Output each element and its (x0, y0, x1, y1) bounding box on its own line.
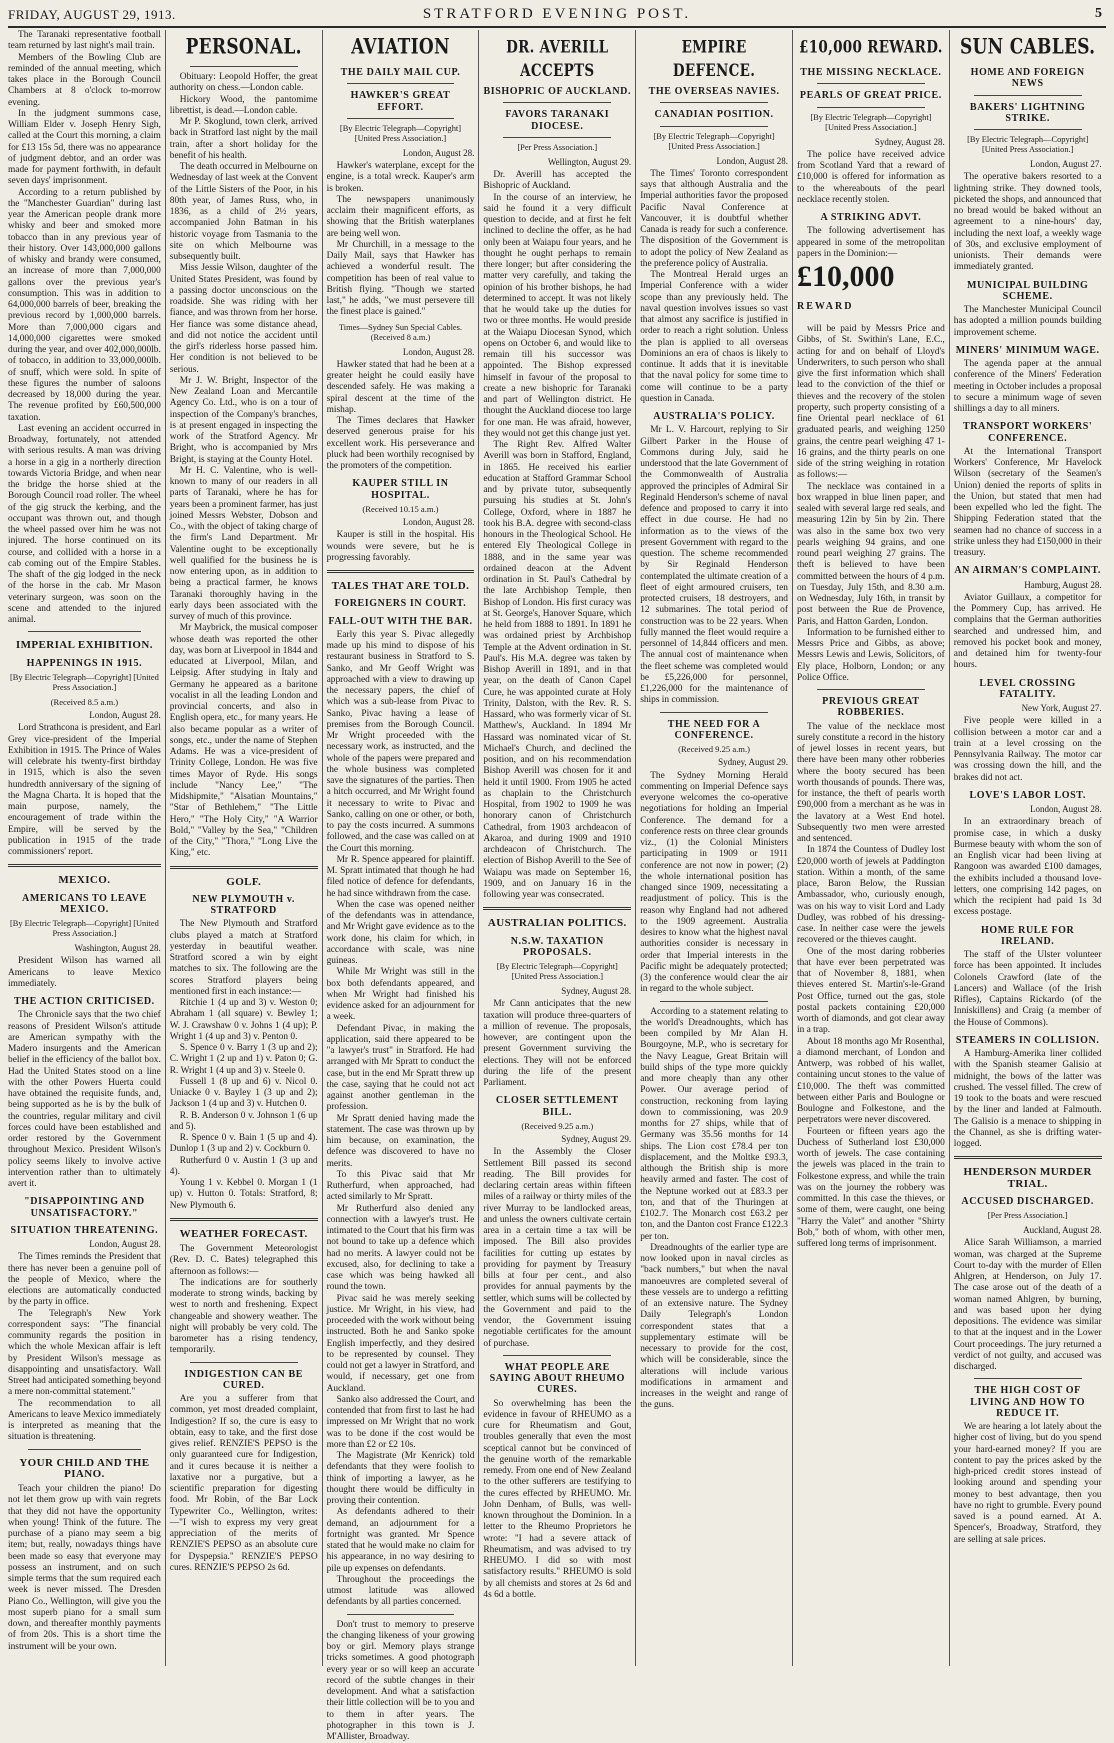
subhead: CANADIAN POSITION. (640, 109, 788, 120)
paragraph: Early this year S. Pivac allegedly made up his mind to dispose of his restaurant business in Stratford to S. Sanko, and Mr Geoff Wright was approached with a view to drawing up the necessary papers, the chief of which was a sub-lease from Pivac to Sanko, Pivac having a lease of premises from the Borough Council. Mr Wright proceeded with the necessary work, as instructed, and the whole of the papers were prepared and the whole business was completed save the signatures of the parties. Then a hitch occurred, and Mr Wright found it necessary to write to Pivac and Sanko, calling on one or other, or both, to pay the costs incurred. A summons followed, and the case was called on at the Court this morning. (327, 630, 475, 855)
dateline: Wellington, August 29. (483, 157, 631, 168)
paragraph: Lord Strathcona is president, and Earl Grey vice-president of the Imperial Exhibition in 1915. The Prince of Wales will celebrate his twenty-first birthday in 1915, which is also the seven hundredth anniversary of the signing of the Magna Charta. It is hoped that the main purpose, namely, the encouragement of trade within the Empire, will be served by the publication in 1915 of the trade commissioners' report. (8, 723, 161, 858)
dateline: London, August 28. (327, 517, 475, 528)
paragraph: Mr Maybrick, the musical composer whose death was reported the other day, was born at Liverpool in 1844 and educated at Liverpool, Milan, and Leipsig. After studying in Italy and Germany he appeared as a baritone vocalist in all the leading London and provincial concerts, and also in English opera, etc., for many years. He also became popular as a writer of songs, etc., under the name of Stephen Adams. He was a vice-president of Trinity College, London. He was five times Mayor of Ryde. His songs include "Nancy Lee," "The Midshipmite," "Alsatian Mountains," "Star of Bethlehem," "The Little Hero," "The Holy City," "A Warrior Bold," "Valley by the Sea," "Children of the City," "Thora," "Long Live the King," etc. (170, 623, 318, 859)
paragraph: Young 1 v. Kebbel 0. Morgan 1 (1 up) v. Hutton 0. Totals: Stratford, 8; New Plymouth 6. (170, 1178, 318, 1212)
headline-tales: TALES THAT ARE TOLD. (327, 581, 475, 592)
divider (170, 1218, 318, 1221)
paragraph: We are hearing a lot lately about the higher cost of living, but do you spend your hard-earned money? If you are content to pay the prices asked by the high-priced credit stores instead of looking around and spending your money to best advantage, then you have no right to grumble. Every pound saved is a pound earned. At A. Spencer's, Broadway, Stratford, they are selling at sale prices. (954, 1422, 1102, 1546)
paragraph: Sanko also addressed the Court, and contended that from first to last he had impressed on Mr Wright that no work was to be done if the cost would be more than £2 or £2 10s. (327, 1395, 475, 1451)
subhead: FAVORS TARANAKI DIOCESE. (483, 109, 631, 132)
dateline: London, August 27. (954, 159, 1102, 170)
paragraph: The Chronicle says that the two chief reasons of President Wilson's attitude are American sympathy with the Madero insurgents and the American belief in the efficiency of the ballot box. Had the United States stood on a line with the other Powers Huerta could have obtained the requisite funds, and, being supported as he is by the bulk of the countries, regular military and civil forces could have been established and order restored by the Government throughout Mexico. President Wilson's policy seems likely to involve active intervention rather than to ultimately avert it. (8, 1010, 161, 1190)
subhead: NEW PLYMOUTH v. STRATFORD (170, 894, 318, 917)
subhead: AUSTRALIA'S POLICY. (640, 411, 788, 422)
paragraph: The police have received advice from Scotland Yard that a reward of £10,000 is offered for information as to the whereabouts of the pearl necklace recently stolen. (797, 150, 945, 206)
paragraph: Mr Churchill, in a message to the Daily Mail, says that Hawker has achieved a wonderful result. The competition has been of real value to British flying. "Though we started last," he adds, "we must persevere till the finest place is gained." (327, 240, 475, 319)
divider (660, 712, 768, 713)
paragraph: In 1874 the Countess of Dudley lost £20,000 worth of jewels at Paddington station. Within a month, of the same place, Baron Below, the Russian Ambassador, who, curiously enough, was on his way to visit Lord and Lady Dudley, was robbed of his dressing-case. In neither case were the jewels recovered or the thieves caught. (797, 845, 945, 946)
headline-golf: GOLF. (170, 877, 318, 888)
paragraph: The Telegraph's New York correspondent says: "The financial community regards the position in which the whole Mexican affair is left by President Wilson's message as disappointing and unsatisfactory. Wall Street had anticipated something beyond a mere non-committal statement." (8, 1309, 161, 1399)
divider (817, 83, 925, 84)
divider (503, 102, 611, 103)
reward-amount: £10,000 (797, 260, 895, 293)
headline-empire-defence: EMPIRE DEFENCE. (640, 36, 788, 91)
credit-line: [By Electric Telegraph—Copyright] [United Press Association.] (954, 135, 1102, 155)
divider (503, 137, 611, 138)
divider (28, 631, 141, 632)
paragraph: The Times' Toronto correspondent says that although Australia and the Imperial authorities favor the proposed Pacific Naval Conference at Vancouver, it is doubtful whether Canada is ready for such a conference. The disposition of the Government is to adopt the policy of New Zealand as the preference policy of Australia. (640, 169, 788, 270)
paragraph: S. Spence 0 v. Barry 1 (3 up and 2); C. Wright 1 (2 up and 1) v. Paton 0; G. R. Wright 1 (4 up and 3) v. Steele 0. (170, 1043, 318, 1077)
divider (660, 126, 768, 127)
paragraph: Dr. Averill has accepted the Bishopric of Auckland. (483, 170, 631, 193)
paragraph: While Mr Wright was still in the box both defendants appeared, and when Mr Wright had finished his evidence asked for an adjournment for a week. (327, 967, 475, 1023)
headline-averill: DR. AVERILL ACCEPTS (483, 36, 631, 91)
paragraph: Mr P. Skoglund, town clerk, arrived back in Stratford last night by the mail train, after a short holiday for the benefit of his health. (170, 117, 318, 162)
paragraph: The New Plymouth and Stratford clubs played a match at Stratford yesterday in beautiful weather. Stratford scored a win by eight matches to six. The following are the scores Stratford players being mentioned first in each instance:— (170, 919, 318, 998)
headline-weather: WEATHER FORECAST. (170, 1229, 318, 1240)
headline-henderson: HENDERSON MURDER TRIAL. (954, 1167, 1102, 1190)
divider (190, 1362, 298, 1363)
credit-line: [By Electric Telegraph—Copyright] [United Press Association.] (483, 962, 631, 982)
headline-reward: £10,000 REWARD. (797, 36, 945, 67)
column-3 (322, 30, 479, 1666)
paragraph: Are you a sufferer from that common, yet most dreaded complaint, Indigestion? If so, the cure is easy to obtain, easy to take, and the first dose gives relief. RENZIE'S PEPSO is the only guaranteed cure for Indigestion, and it cures because it is neither a laxative nor a purgative, but a scientific preparation for digesting food. Mr Robin, of the Bar Lock Typewriter Co., Wellington, writes:—"I wish to express my very great appreciation of the merits of RENZIE'S PEPSO as an absolute cure for Dyspepsia." RENZIE'S PEPSO cures. RENZIE'S PEPSO 2s 6d. (170, 1394, 318, 1574)
paragraph: Mr J. W. Bright, Inspector of the New Zealand Loan and Mercantile Agency Co. Ltd., who is on a tour of inspection of the Company's branches, is at present engaged in inspecting the work of the Stratford Agency. Mr Bright, who is accompanied by Mrs Bright, is staying at the County Hotel. (170, 376, 318, 466)
paragraph: Pivac said he was merely seeking justice. Mr Wright, in his view, had proceeded with the work without being instructed. Both he and Sanko spoke English imperfectly, and they desired to be represented by counsel. They could not get a lawyer in Stratford, and would, if necessary, get one from Auckland. (327, 1294, 475, 1395)
subhead: AMERICANS TO LEAVE MEXICO. (8, 893, 161, 916)
paragraph: Kauper is still in the hospital. His wounds were severe, but he is progressing favorably. (327, 530, 475, 564)
credit-line: [Per Press Association.] (483, 143, 631, 153)
divider (503, 1355, 611, 1356)
divider (974, 1378, 1082, 1379)
subhead: INDIGESTION CAN BE CURED. (170, 1369, 318, 1392)
paragraph: President Wilson has warned all Americans to leave Mexico immediately. (8, 956, 161, 990)
subhead: WHAT PEOPLE ARE SAYING ABOUT RHEUMO CURES. (483, 1362, 631, 1396)
credit-line: [By Electric Telegraph—Copyright] [United Press Association.] (8, 919, 161, 939)
paragraph: The agenda paper at the annual conference of the Miners' Federation meeting in October includes a proposal to secure a minimum wage of seven shillings a day to all miners. (954, 359, 1102, 415)
paragraph: Five people were killed in a collision between a motor car and a train at a level crossing on the Pennsylvania Railway. The motor car was crossing down the hill, and the brakes did not act. (954, 716, 1102, 784)
paragraph: The recommendation to all Americans to leave Mexico immediately is interpreted as meaning that the situation is threatening. (8, 1399, 161, 1444)
masthead (8, 4, 1106, 28)
paragraph: The Taranaki representative football team returned by last night's mail train. (8, 30, 161, 53)
newspaper-title: STRATFORD EVENING POST. (8, 6, 1106, 23)
headline-piano: YOUR CHILD AND THE PIANO. (8, 1458, 161, 1481)
paragraph: As defendants adhered to their demand, an adjournment for a fortnight was granted. Mr Spence stated that he would make no claim for his appearance, in no way desiring to pile up expenses on defendants. (327, 1507, 475, 1575)
headline-aviation: AVIATION (327, 36, 475, 67)
paragraph: Alice Sarah Williamson, a married woman, was charged at the Supreme Court to-day with the murder of Ellen Ahlgren, at Henderson, on July 17. The case arose out of the death of a woman named Ahlgren, by burning, and was based upon her dying depositions. The evidence was similar to that at the inquest and in the Lower Court proceedings. The jury returned a verdict of not guilty, and accused was discharged. (954, 1238, 1102, 1373)
paragraph: will be paid by Messrs Price and Gibbs, of St. Swithin's Lane, E.C., acting for and on behalf of Lloyd's Underwriters, to such person who shall give the first information which shall lead to the conviction of the thief or thieves and the recovery of the stolen property, such property consisting of a fine Oriental pearl necklace of 61 graduated pearls, and weighing 1250 grains, the centre pearl weighing 47 1-16 grains, and the thirty pearls on one side of the string weighing in rotation as follows:— (797, 324, 945, 482)
paragraph: Last evening an accident occurred in Broadway, fortunately, not attended with serious results. A man was driving a horse in a gig in a northerly direction towards Victoria Bridge, and when near the bridge the horse shied at the Borough Council road roller. The wheel of the gig struck the kerbing, and the occupant was thrown out, and though the wheel passed over him he was not injured. The horse continued on its course, and collided with a horse in a cab coming out of the Empire Stables. The shaft of the gig lodged in the neck of the horse in the cab. Mr Mason veterinary surgeon, was soon on the scene and attended to the injured animal. (8, 424, 161, 627)
reward-advertisement-amount (797, 262, 945, 322)
paragraph: One of the most daring robberies that have ever been perpetrated was that of November 8, 1881, when thieves entered St. Martin's-le-Grand Post Office, turned out the gas, stole postal packets containing £20,000 worth of diamonds, and got clear away in a trap. (797, 947, 945, 1037)
subhead: HAPPENINGS IN 1915. (8, 658, 161, 669)
subhead: SITUATION THREATENING. (8, 1225, 161, 1236)
dateline: Sydney, August 28. (483, 986, 631, 997)
dateline: Auckland, August 28. (954, 1225, 1102, 1236)
divider (817, 689, 925, 690)
paragraph: Don't trust to memory to preserve the changing likeness of your growing boy or girl. Memory plays strange tricks sometimes. A good photograph every year or so will keep an accurate record of the subtle changes in their development. And what a satisfaction their little collection will be to you and to them in after years. The photographer in this town is J. M'Allister, Broadway. (327, 1620, 475, 1743)
paragraph: According to a return published by the "Manchester Guardian" during last year the American people drank more whisky and beer and smoked more tobacco than in any previous year of their history. Over 143,000,000 gallons of whisky and brandy were consumed, an increase of more than 7,000,000 gallons over the previous year's consumption. This was in addition to 64,000,000 barrels of beer, breaking the previous record by 1,000,000 barrels. More than 7,000,000 cigars and 14,000,000 cigarettes were smoked during the year, and over 402,000,000lb. of tobacco, in addition to 33,000,000lb. of snuff, which were sold. In spite of these figures the number of saloons decreased by 18,000 during the year. The revenue profited by £60,500,000 taxation. (8, 188, 161, 424)
dateline: London, August 28. (8, 710, 161, 721)
divider (347, 118, 455, 119)
subhead: THE ACTION CRITICISED. (8, 996, 161, 1007)
subhead: PREVIOUS GREAT ROBBERIES. (797, 696, 945, 719)
dateline: Sydney, August 29. (483, 1134, 631, 1145)
subhead: KAUPER STILL IN HOSPITAL. (327, 478, 475, 501)
subhead: LOVE'S LABOR LOST. (954, 790, 1102, 801)
divider (954, 1156, 1102, 1159)
credit-line: [By Electric Telegraph—Copyright] [United Press Association.] (8, 673, 161, 693)
paragraph: Fourteen or fifteen years ago the Duchess of Sutherland lost £30,000 worth of jewels. The case containing the jewels was placed in the train to Folkestone express, and while the train was on the journey the robbery was committed. In this case the thieves, or some of them, were caught, one being "Harry the Valet" and another "Shirty Bob," both of whom, with other men, suffered long terms of imprisonment. (797, 1127, 945, 1251)
paragraph: Hickory Wood, the pantomime librettist, is dead.—London cable. (170, 95, 318, 118)
received-time: (Received 9.25 a.m.) (640, 744, 788, 755)
subhead: THE HIGH COST OF LIVING AND HOW TO REDUCE IT. (954, 1385, 1102, 1419)
divider (483, 907, 631, 910)
subhead: STEAMERS IN COLLISION. (954, 1035, 1102, 1046)
paragraph: The death occurred in Melbourne on Wednesday of last week at the Convent of the Little Sisters of the Poor, in his 80th year, of James Russ, who, in 1836, as a child of 2½ years, accompanied John Batman in his historic voyage from Tasmania to the site on which Melbourne was subsequently built. (170, 162, 318, 263)
subhead: FOREIGNERS IN COURT. (327, 598, 475, 609)
subhead: N.S.W. TAXATION PROPOSALS. (483, 936, 631, 959)
subhead: THE MISSING NECKLACE. (797, 67, 945, 78)
paragraph: Mr R. Spence appeared for plaintiff. M. Spratt intimated that though he had filed notice of defence for defendants, he had since withdrawn from the case. (327, 855, 475, 900)
credit-line: [By Electric Telegraph—Copyright] [United Press Association.] (327, 124, 475, 144)
paragraph: The Magistrate (Mr Kenrick) told defendants that they were foolish to think of importing a lawyer, as he thought there would be difficulty in proving their contention. (327, 1451, 475, 1507)
subhead: HAWKER'S GREAT EFFORT. (327, 90, 475, 113)
divider (974, 95, 1082, 96)
paragraph: At the International Transport Workers' Conference, Mr Havelock Wilson (secretary of the Seamen's Union) denied the reports of splits in the Union, but stated that men had been expelled who led the fight. The Shipping Federation stated that the seamen had no chance of success in a strike unless they had £150,000 in their treasury. (954, 447, 1102, 560)
dateline: London, August 28. (8, 1239, 161, 1250)
headline-mexico: MEXICO. (8, 875, 161, 886)
subhead: TRANSPORT WORKERS' CONFERENCE. (954, 421, 1102, 444)
paragraph: A Hamburg-Amerika liner collided with the Spanish steamer Galisio at midnight, the bows of the latter was crushed. The vessel filled. The crew of 19 took to the boats and were rescued by the liner and landed at Falmouth. The Galisio is a menace to shipping in the Channel, as she is drifting water-logged. (954, 1049, 1102, 1150)
paragraph: Hawker's waterplane, except for the engine, is a total wreck. Kauper's arm is broken. (327, 161, 475, 195)
paragraph: Throughout the proceedings the utmost latitude was allowed defendants by all parties concerned. (327, 1575, 475, 1609)
paragraph: Dreadnoughts of the earlier type are now looked upon in naval circles as "back numbers," but when the naval manoeuvres are completed several of these vessels are to undergo a refitting of an extensive nature. The Sydney Daily Telegraph's London correspondent states that a supplementary estimate will be necessary to provide for the cost, which will be considerable, since the alterations will include various modifications in armament and increases in the weight and range of the guns. (640, 1243, 788, 1412)
column-1 (8, 30, 165, 1666)
paragraph: To this Pivac said that Mr Rutherfurd, when approached, had acted similarly to Mr Spratt. (327, 1170, 475, 1204)
paragraph: The Sydney Morning Herald commenting on Imperial Defence says everyone welcomes the co-operative negotiations for holding an Imperial Conference. The demand for a conference rests on three clear grounds viz., (1) the Colonial Ministers participating in 1909 or 1911 conference are not now in power; (2) the whole international position has changed since 1909, necessitating a readjustment of policy. This is the reason why England had not adhered to the 1909 agreement. Australia desires to know what the highest naval authorities consider is necessary in order that Imperial interests in the Pacific might be adequately protected; (3) the conference would clear the air in regard to the whole subject. (640, 771, 788, 996)
paragraph: Rutherfurd 0 v. Austin 1 (3 up and 4). (170, 1156, 318, 1179)
column-6 (792, 30, 949, 1666)
subhead: THE NEED FOR A CONFERENCE. (640, 719, 788, 742)
paragraph: Aviator Guillaux, a competitor for the Pommery Cup, has arrived. He complains that the German authorities searched and undressed him, and removed his pocket book and money, and detained him for twenty-four hours. (954, 593, 1102, 672)
paragraph: The operative bakers resorted to a lightning strike. They downed tools, picketed the shops, and announced that no bread would be baked without an agreement to a nine-hours' day, including the next loaf, a weekly wage of 30s, and exclusive employment of unionists. Their demands were immediately granted. (954, 172, 1102, 273)
credit-line: [By Electric Telegraph—Copyright] [United Press Association.] (640, 132, 788, 152)
paragraph: The Government Meteorologist (Rev. D. C. Bates) telegraphed this afternoon as follows:— (170, 1244, 318, 1278)
credit-line: [Per Press Association.] (954, 1211, 1102, 1221)
paragraph: Mr L. V. Harcourt, replying to Sir Gilbert Parker in the House of Commons during July, said he understood that the late Government of the Commonwealth of Australia approved the principles of Admiral Sir Reginald Henderson's scheme of naval defence and proposed to carry it into effect in due course. He had no information as to the views of the present Government with regard to the question. The scheme recommended by Sir Reginald Henderson contemplated the ultimate creation of a fleet of eight armoured cruisers, ten protected cruisers, 18 destroyers, and 12 submarines. The total period of construction was to be 22 years. When fully manned the fleet would require a personnel of 14,844 officers and men. The annual cost of maintenance when the fleet scheme was completed would be £5,226,000 for personnel, £1,226,000 for the maintenance of ships in commission. (640, 425, 788, 706)
divider (8, 864, 161, 867)
paragraph: Mr Cann anticipates that the new taxation will produce three-quarters of a million of revenue. The proposals, however, are contingent upon the present Government surviving the elections. They will not be enforced during the life of the present Parliament. (483, 999, 631, 1089)
paragraph: The Montreal Herald urges an Imperial Conference with a wider scope than any previously held. The naval question involves issues so vast that almost any sacrifice is justified in order to reach a right solution. Unless the plan is applied to all overseas Dominions an era of chaos is likely to continue. It adds that it is inevitable that the naval policy for some time to come will continue to be a party question in Canada. (640, 270, 788, 405)
headline-sun-cables: SUN CABLES. (954, 36, 1102, 67)
paragraph: R. B. Anderson 0 v. Johnson 1 (6 up and 5). (170, 1111, 318, 1134)
subhead: MUNICIPAL BUILDING SCHEME. (954, 280, 1102, 303)
received-time: (Received 10.15 a.m.) (327, 504, 475, 515)
dateline: London, August 28. (954, 804, 1102, 815)
paragraph: The Right Rev. Alfred Walter Averill was born in Stafford, England, in 1865. He received his earlier education at Stafford Grammar School and by private tutor, subsequently pursuing his studies at St. John's College, Oxford, where in 1887 he took his B.A. degree with second-class honours in the Theological School. He entered Ely Theological College in 1888, and in the same year was ordained deacon at the Advent ordination in St. Paul's Cathedral by the late Archbishop Temple, then Bishop of London. His first curacy was at St. George's, Hanover Square, which he held from 1888 to 1891. In 1891 he was ordained priest by Archbishop Temple at the Advent ordination in St. Paul's. His M.A. degree was taken by Bishop Averill in 1891, and in that year, on the death of Canon Capel Cure, he was appointed curate at Holy Trinity, Dalston, with the Rev. R. S. Hassard, who was formerly vicar of St. Matthew's, Auckland. In 1894 Mr Hassard was nominated vicar of St. Michael's Church, and declined the position, and on his recommendation Bishop Averill was chosen for it and held it until 1900. From 1905 he acted as chaplain to the Christchurch Hospital, from 1902 to 1909 he was honorary canon of Christchurch Cathedral, from 1903 archdeacon of Akaroa, and during 1909 and 1910 archdeacon of Christchurch. The election of Bishop Averill to the See of Waiapu was made on September 16, 1909, and on January 16 in the following year was consecrated. (483, 440, 631, 901)
subhead: BISHOPRIC OF AUCKLAND. (483, 86, 631, 97)
column-4 (478, 30, 635, 1666)
headline-australian-politics: AUSTRALIAN POLITICS. (483, 918, 631, 929)
paragraph: The Times reminds the President that there has never been a genuine poll of the people of Mexico, where the elections are automatically conducted by the party in office. (8, 1252, 161, 1308)
paragraph: In an extraordinary breach of promise case, in which a dusky Burmese beauty with whom the son of an English vicar had been living at Rangoon was awarded £100 damages, the exhibits included a thousand love-letters, one comprising 142 pages, on which the recipient had paid 1s 3d excess postage. (954, 817, 1102, 918)
dateline: Sydney, August 29. (640, 757, 788, 768)
paragraph: The newspapers unanimously acclaim their magnificent efforts, as showing that the British waterplanes are being well won. (327, 195, 475, 240)
dateline: London, August 28. (327, 148, 475, 159)
credit-line: Times—Sydney Sun Special Cables. (Received 8 a.m.) (327, 323, 475, 343)
paragraph: Members of the Bowling Club are reminded of the annual meeting, which takes place in the Borough Council Chambers at 8 o'clock to-morrow evening. (8, 53, 161, 109)
subhead: THE OVERSEAS NAVIES. (640, 86, 788, 97)
page-number: 5 (1095, 6, 1102, 22)
credit-line: [By Electric Telegraph—Copyright] [United Press Association.] (797, 113, 945, 133)
paragraph: Fussell 1 (8 up and 6) v. Nicol 0. Uniacke 0 v. Bayley 1 (3 up and 2); Jackson 1 (4 up and 3) v. Hutchen 0. (170, 1077, 318, 1111)
paragraph: Ritchie 1 (4 up and 3) v. Weston 0; Abraham 1 (all square) v. Bewley 1; W. J. Crawshaw 0 v. Johns 1 (4 up); P. Wright 1 (4 up and 3) v. Penton 0. (170, 998, 318, 1043)
dateline: Washington, August 28. (8, 943, 161, 954)
divider (817, 107, 925, 108)
headline-personal: PERSONAL. (170, 36, 318, 67)
divider (347, 1614, 455, 1615)
subhead: BAKERS' LIGHTNING STRIKE. (954, 102, 1102, 125)
paragraph: In the course of an interview, he said he found it a very difficult question to decide, and at first he felt inclined to decline the offer, as he had only been at Waiapu four years, and he thought he ought perhaps to remain there longer; but after considering the matter very carefully, and taking the opinion of his brother bishops, he had determined to accept. It was not likely that he would take up the duties for two or three months. He would preside at the Waiapu Diocesan Synod, which opens on October 6, and would like to remain till his successor was appointed. The Bishop expressed himself in favour of the proposal to create a new bishopric for Taranaki and part of Wellington district. He thought the Auckland diocese too large for one man. He was afraid, however, they would not get this change just yet. (483, 193, 631, 441)
dateline: New York, August 27. (954, 703, 1102, 714)
received-time: (Received 9.25 a.m.) (483, 1121, 631, 1132)
paragraph: According to a statement relating to the world's Dreadnoughts, which has been compiled by Mr Alan H. Bourgoyne, M.P., who is secretary for the Navy League, Great Britain will build ships of the type more quickly and more cheaply than any other Power. Our average period of construction, reckoning from laying down to commissioning, was 20.9 months for 27 ships, while that of Germany was 35.56 months for 14 ships. The Lion cost £78.4 per ton displacement, and the Moltke £93.3, although the British ship is more heavily armed and faster. The cost of the Neptune worked out at £83.3 per ton, and that of the Thuringen at £102.7. The Monarch cost £63.2 per ton, and the Danton cost France £122.3 per ton. (640, 1007, 788, 1243)
reward-label: REWARD (797, 301, 853, 312)
paragraph: Teach your children the piano! Do not let them grow up with vain regrets that they did not have the opportunity when young! Think of the future. The purchase of a piano may seem a big item; but, really, nowadays things have been made so easy that everyone may possess an instrument, and on such simple terms that the sum required each week is never missed. The Dresden Piano Co., Wellington, will give you the most superb piano for a small sum down, and thereafter monthly payments of from 20s. This is a short time the instrument will be your own. (8, 1484, 161, 1653)
column-7 (949, 30, 1106, 1666)
paragraph: Hawker stated that had he been at a greater height he could easily have descended safely. He was making a spiral descent at the time of the mishap. (327, 360, 475, 416)
paragraph: In the Assembly the Closer Settlement Bill passed its second reading. The Bill provides for declaring certain areas within fifteen miles of a railway or thirty miles of the river Murray to be landlocked areas, and unless the owners cultivate certain area in a certain time a tax will be imposed. The Bill also provides facilities for cutting up estates by providing for payment by Treasury bills at four per cent., and also provides for annual payments by the settler, which sums will be collected by the Government and paid to the vendor, the Government issuing negotiable certificates for the amount of purchase. (483, 1147, 631, 1350)
subhead: THE DAILY MAIL CUP. (327, 67, 475, 78)
subhead: MINERS' MINIMUM WAGE. (954, 345, 1102, 356)
divider (347, 83, 455, 84)
paragraph: Obituary: Leopold Hoffer, the great authority on chess.—London cable. (170, 72, 318, 95)
subhead: FALL-OUT WITH THE BAR. (327, 616, 475, 627)
dateline: London, August 28. (327, 347, 475, 358)
paragraph: R. Spence 0 v. Bain 1 (5 up and 4). Dunlop 1 (3 up and 2) v. Cockburn 0. (170, 1133, 318, 1156)
paragraph: Defendant Pivac, in making the application, said there appeared to be "a lawyer's trust" in Stratford. He had arranged with Mr Spratt to conduct the case, but in the end Mr Spratt threw up the case, saying that he could not act against another gentleman in the profession. (327, 1024, 475, 1114)
paragraph: Mr Spratt denied having made the statement. The case was thrown up by him because, on examination, the defence was discovered to have no merits. (327, 1114, 475, 1170)
paragraph: The Times declares that Hawker deserved generous praise for his excellent work. His perseverance and pluck had been worthily recognised by the promoters of the competition. (327, 416, 475, 472)
paragraph: So overwhelming has been the evidence in favour of RHEUMO as a cure for Rheumatism and Gout, troubles generally that even the most sceptical cannot but be convinced of the genuine worth of the remarkable remedy. From one end of New Zealand to the other sufferers are testifying to the cures effected by RHEUMO. Mr. John Denham, of Bulls, was well-known throughout the Dominion. In a letter to the Rheumo Proprietors he wrote: "I had a severe attack of Rheumatism, and was advised to try RHEUMO. I did so with most satisfactory results." RHEUMO is sold by all chemists and stores at 2s 6d and 4s 6d a bottle. (483, 1399, 631, 1602)
paragraph: The staff of the Ulster volunteer force has been appointed. It includes Colonels Crawford (late of the Lancers) and Wallace (of the Irish Rifles), Captains Rickardo (of the Inniskillens) and Craig (a member of the House of Commons). (954, 950, 1102, 1029)
divider (974, 129, 1082, 130)
paragraph: Mr Rutherfurd also denied any connection with a lawyer's trust. He intimated to the Court that his firm was not bound to take up a defence which had no merits. A lawyer could not be excused, also, for declining to take a case which was being hawked all round the town. (327, 1204, 475, 1294)
subhead: HOME AND FOREIGN NEWS (954, 67, 1102, 90)
headline-imperial-exhibition: IMPERIAL EXHIBITION. (8, 640, 161, 651)
paragraph: The Manchester Municipal Council has adopted a million pounds building improvement scheme. (954, 305, 1102, 339)
subhead: "DISAPPOINTING AND UNSATISFACTORY." (8, 1196, 161, 1219)
dateline: London, August 28. (640, 156, 788, 167)
paragraph: The necklace was contained in a box wrapped in blue linen paper, and sealed with several large red seals, and measuring 12in by 5in by 2in. There was also in the same box two very pearls weighing 94 grains, and one round pearl weighing 27 grains. The theft is believed to have been committed between the hours of 4 p.m. on Tuesday, July 15th, and 8.30 a.m. on Wednesday, July 16th, in transit by post between the Rue de Provence, Paris, and Hatton Garden, London. (797, 482, 945, 628)
received-time: (Received 8.5 a.m.) (8, 697, 161, 708)
paragraph: The value of the necklace most surely constitute a record in the history of jewel losses in recent years, but there have been many other robberies where the booty secured has been worth thousands of pounds. There was, for instance, the theft of pearls worth £90,000 from a merchant as he was in the lavatory at a West End hotel. Subsequently two men were arrested and sentenced. (797, 722, 945, 846)
dateline: Sydney, August 28. (797, 137, 945, 148)
column-5 (635, 30, 792, 1666)
paragraph: Miss Jessie Wilson, daughter of the United States President, was found by a passing doctor unconscious on the roadside. She was riding with her fiance, and was thrown from her horse. Her fiance was some distance ahead, and did not notice the accident until the girl's riderless horse passed him. Her condition is not believed to be serious. (170, 263, 318, 376)
paragraph: About 18 months ago Mr Rosenthal, a diamond merchant, of London and Antwerp, was robbed of his wallet, containing uncut stones to the value of £10,000. The theft was committed between either Paris and Boulogne or Boulogne and Folkestone, and the perpetrators were never discovered. (797, 1037, 945, 1127)
divider (170, 866, 318, 869)
subhead: A STRIKING ADVT. (797, 212, 945, 223)
column-2 (165, 30, 322, 1666)
subhead: CLOSER SETTLEMENT BILL. (483, 1095, 631, 1118)
paragraph: The following advertisement has appeared in some of the metropolitan papers in the Dominion:— (797, 226, 945, 260)
paragraph: The indications are for southerly moderate to strong winds, backing by west to north and freshening. Expect changeable and showery weather. The night will probably be very cold. The barometer has a rising tendency, temporarily. (170, 1278, 318, 1357)
subhead: HOME RULE FOR IRELAND. (954, 925, 1102, 948)
subhead: PEARLS OF GREAT PRICE. (797, 90, 945, 101)
dateline: Hamburg, August 28. (954, 580, 1102, 591)
divider (660, 102, 768, 103)
subhead: AN AIRMAN'S COMPLAINT. (954, 565, 1102, 576)
paragraph: Information to be furnished either to Messrs Price and Gibbs, as above; Messrs Lewis and Lewis, Solicitors, of Ely place, Holborn, London; or any Police Office. (797, 628, 945, 684)
newspaper-columns (8, 30, 1106, 1666)
subhead: ACCUSED DISCHARGED. (954, 1196, 1102, 1207)
divider (660, 1001, 768, 1002)
paragraph: In the judgment summons case, William Elder v. Joseph Henry Sigh, called at the Court this morning, a claim for £13 15s 5d, there was no appearance of judgment debtor, and an order was made for payment forthwith, in default seven days' imprisonment. (8, 109, 161, 188)
issue-date: FRIDAY, AUGUST 29, 1913. (8, 7, 176, 23)
divider (327, 570, 475, 573)
divider (28, 1449, 141, 1450)
paragraph: When the case was opened neither of the defendants was in attendance, and Mr Wright gave evidence as to the work done, his claim for which, in accordance with scale, was nine guineas. (327, 900, 475, 968)
paragraph: Mr H. C. Valentine, who is well-known to many of our readers in all parts of Taranaki, where he has for years been a prominent farmer, has just joined Messrs Webster, Dobson and Co., with the object of taking charge of the firm's Land Department. Mr Valentine ought to be exceptionally well qualified for the business he is now entering upon, as in addition to being a practical farmer, he knows Taranaki thoroughly having in the early days been associated with the survey of much of this province. (170, 466, 318, 624)
subhead: LEVEL CROSSING FATALITY. (954, 678, 1102, 701)
